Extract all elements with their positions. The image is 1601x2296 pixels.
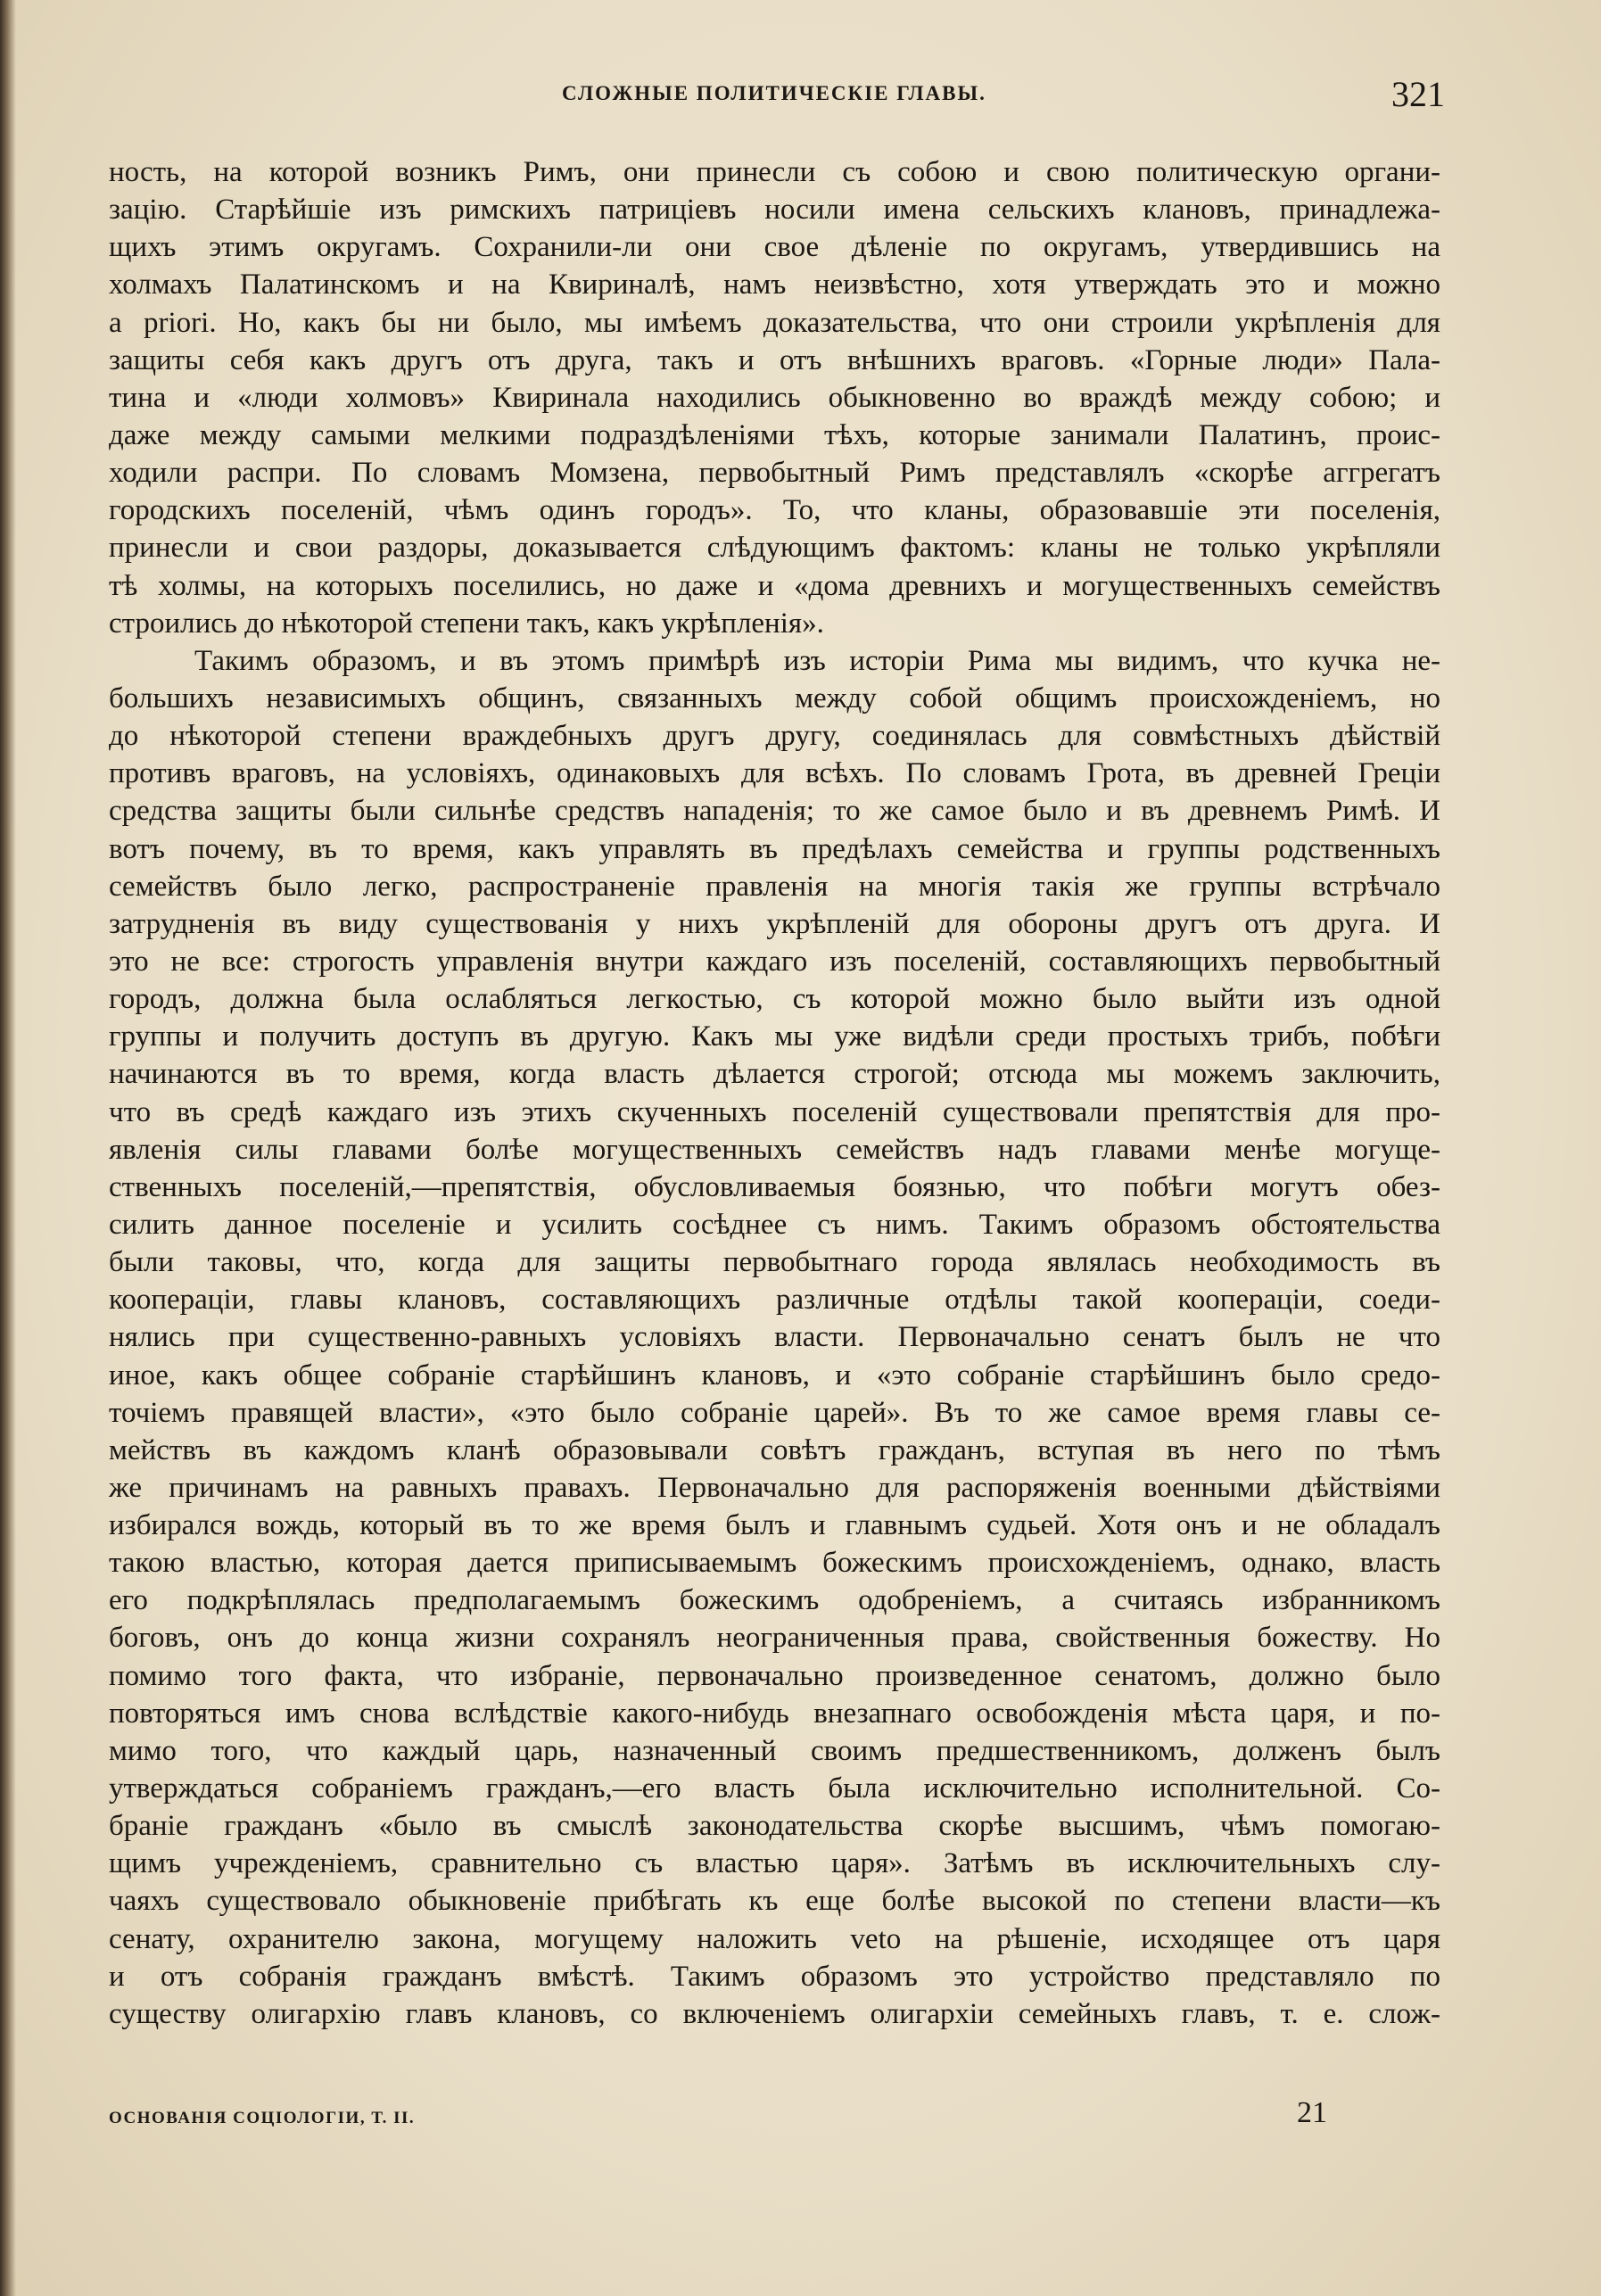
text-line: семействъ было легко, распространеніе правленія на многія такія же группы встрѣчало <box>109 870 1440 903</box>
text-line: помимо того факта, что избраніе, первоначально произведенное сенатомъ, должно было <box>109 1659 1440 1692</box>
text-line: утверждаться собраніемъ гражданъ,—его власть была исключительно исполнительной. Со- <box>109 1772 1440 1805</box>
text-line: иное, какъ общее собраніе старѣйшинъ клановъ, и «это собраніе старѣйшинъ было средо- <box>109 1359 1440 1392</box>
text-line: защиты себя какъ другъ отъ друга, такъ и отъ внѣшнихъ враговъ. «Горные люди» Пала- <box>109 343 1440 376</box>
signature-mark: 21 <box>1297 2096 1327 2129</box>
text-line: большихъ независимыхъ общинъ, связанныхъ между собой общимъ происхожденіемъ, но <box>109 681 1440 714</box>
page-number: 321 <box>1391 74 1445 114</box>
text-line: коопераціи, главы клановъ, составляющихъ различные отдѣлы такой коопераціи, соеди- <box>109 1284 1440 1317</box>
page-binding-shadow <box>0 0 16 2296</box>
text-line: это не все: строгость управленія внутри каждаго изъ поселеній, составляющихъ первобытный <box>109 945 1440 978</box>
text-line: затрудненія въ виду существованія у нихъ укрѣпленій для обороны другъ отъ друга. И <box>109 907 1440 940</box>
text-line: ственныхъ поселеній,—препятствія, обусловливаемыя боязнью, что побѣги могутъ обез- <box>109 1170 1440 1203</box>
text-line: нялись при существенно-равныхъ условіяхъ власти. Первоначально сенатъ былъ не что <box>109 1321 1440 1354</box>
text-line: тѣ холмы, на которыхъ поселились, но даже и «дома древнихъ и могущественныхъ семействъ <box>109 569 1440 602</box>
text-line: же причинамъ на равныхъ правахъ. Первоначально для распоряженія военными дѣйствіями <box>109 1471 1440 1504</box>
text-line: и отъ собранія гражданъ вмѣстѣ. Такимъ образомъ это устройство представляло по <box>109 1960 1440 1993</box>
text-line: щимъ учрежденіемъ, сравнительно съ властью царя». Затѣмъ въ исключительныхъ слу- <box>109 1847 1440 1880</box>
footer-book-title: ОСНОВАНІЯ СОЦІОЛОГІИ, Т. II. <box>109 2109 416 2127</box>
text-line: тина и «люди холмовъ» Квиринала находились обыкновенно во враждѣ между собою; и <box>109 381 1440 414</box>
text-line: чаяхъ существовало обыкновеніе прибѣгать къ еще болѣе высокой по степени власти—къ <box>109 1885 1440 1918</box>
text-line: начинаются въ то время, когда власть дѣлается строгой; отсюда мы можемъ заключить, <box>109 1058 1440 1091</box>
text-line: сенату, охранителю закона, могущему наложить veto на рѣшеніе, исходящее отъ царя <box>109 1922 1440 1955</box>
text-line: городскихъ поселеній, чѣмъ одинъ городъ». То, что кланы, образовавшіе эти поселенія, <box>109 494 1440 527</box>
text-line: его подкрѣплялась предполагаемымъ божескимъ одобреніемъ, а считаясь избранникомъ <box>109 1584 1440 1617</box>
text-line: городъ, должна была ослабляться легкостью, съ которой можно было выйти изъ одной <box>109 983 1440 1016</box>
text-line: вотъ почему, въ то время, какъ управлять въ предѣлахъ семейства и группы родственныхъ <box>109 832 1440 865</box>
text-line: ность, на которой возникъ Римъ, они принесли съ собою и свою политическую органи- <box>109 156 1440 188</box>
running-head <box>107 73 1445 118</box>
text-line: мействъ въ каждомъ кланѣ образовывали совѣтъ гражданъ, вступая въ него по тѣмъ <box>109 1433 1440 1466</box>
text-line: группы и получить доступъ въ другую. Какъ мы уже видѣли среди простыхъ трибъ, побѣги <box>109 1020 1440 1053</box>
text-line: средства защиты были сильнѣе средствъ нападенія; то же самое было и въ древнемъ Римѣ. И <box>109 795 1440 828</box>
paragraph-start-line: Такимъ образомъ, и въ этомъ примѣрѣ изъ исторіи Рима мы видимъ, что кучка не- <box>194 644 1440 677</box>
text-line: зацію. Старѣйшіе изъ римскихъ патриціевъ носили имена сельскихъ клановъ, принадлежа- <box>109 194 1440 227</box>
text-line: существу олигархію главъ клановъ, со включеніемъ олигархіи семейныхъ главъ, т. е. слож- <box>109 1997 1440 2030</box>
text-line: были таковы, что, когда для защиты первобытнаго города являлась необходимость въ <box>109 1246 1440 1279</box>
text-line: ходили распри. По словамъ Момзена, первобытный Римъ представлялъ «скорѣе аггрегатъ <box>109 457 1440 490</box>
text-line: боговъ, онъ до конца жизни сохранялъ неограниченныя права, свойственныя божеству. Но <box>109 1622 1440 1655</box>
text-line: даже между самыми мелкими подраздѣленіями тѣхъ, которые занимали Палатинъ, проис- <box>109 418 1440 451</box>
text-line: что въ средѣ каждаго изъ этихъ скученныхъ поселеній существовали препятствія для про- <box>109 1095 1440 1128</box>
text-line: мимо того, что каждый царь, назначенный своимъ предшественникомъ, долженъ былъ <box>109 1734 1440 1767</box>
text-line: щихъ этимъ округамъ. Сохранили-ли они свое дѣленіе по округамъ, утвердившись на <box>109 231 1440 264</box>
text-line: избирался вождь, который въ то же время былъ и главнымъ судьей. Хотя онъ и не обладалъ <box>109 1509 1440 1542</box>
text-line: a priori. Но, какъ бы ни было, мы имѣемъ доказательства, что они строили укрѣпленія для <box>109 306 1440 339</box>
text-line: явленія силы главами болѣе могущественныхъ семействъ надъ главами менѣе могуще- <box>109 1133 1440 1166</box>
text-line: до нѣкоторой степени враждебныхъ другъ другу, соединялась для совмѣстныхъ дѣйствій <box>109 720 1440 753</box>
paragraph-end-line: строились до нѣкоторой степени такъ, какъ укрѣпленія». <box>109 607 824 640</box>
running-title: СЛОЖНЫЕ ПОЛИТИЧЕСКІЕ ГЛАВЫ. <box>562 82 986 104</box>
text-line: браніе гражданъ «было въ смыслѣ законодательства скорѣе высшимъ, чѣмъ помогаю- <box>109 1810 1440 1843</box>
text-line: противъ враговъ, на условіяхъ, одинаковыхъ для всѣхъ. По словамъ Грота, въ древней Греціи <box>109 757 1440 790</box>
text-line: силить данное поселеніе и усилить сосѣднее съ нимъ. Такимъ образомъ обстоятельства <box>109 1208 1440 1241</box>
text-line: такою властью, которая дается приписываемымъ божескимъ происхожденіемъ, однако, власть <box>109 1547 1440 1580</box>
text-line: повторяться имъ снова вслѣдствіе какого-нибудь внезапнаго освобожденія мѣста царя, и по- <box>109 1697 1440 1730</box>
text-line: холмахъ Палатинскомъ и на Квириналѣ, намъ неизвѣстно, хотя утверждать это и можно <box>109 268 1440 301</box>
body-text <box>109 153 1440 2033</box>
text-line: принесли и свои раздоры, доказывается слѣдующимъ фактомъ: кланы не только укрѣпляли <box>109 532 1440 565</box>
text-line: точіемъ правящей власти», «это было собраніе царей». Въ то же самое время главы се- <box>109 1396 1440 1429</box>
page-footer <box>109 2096 1440 2141</box>
